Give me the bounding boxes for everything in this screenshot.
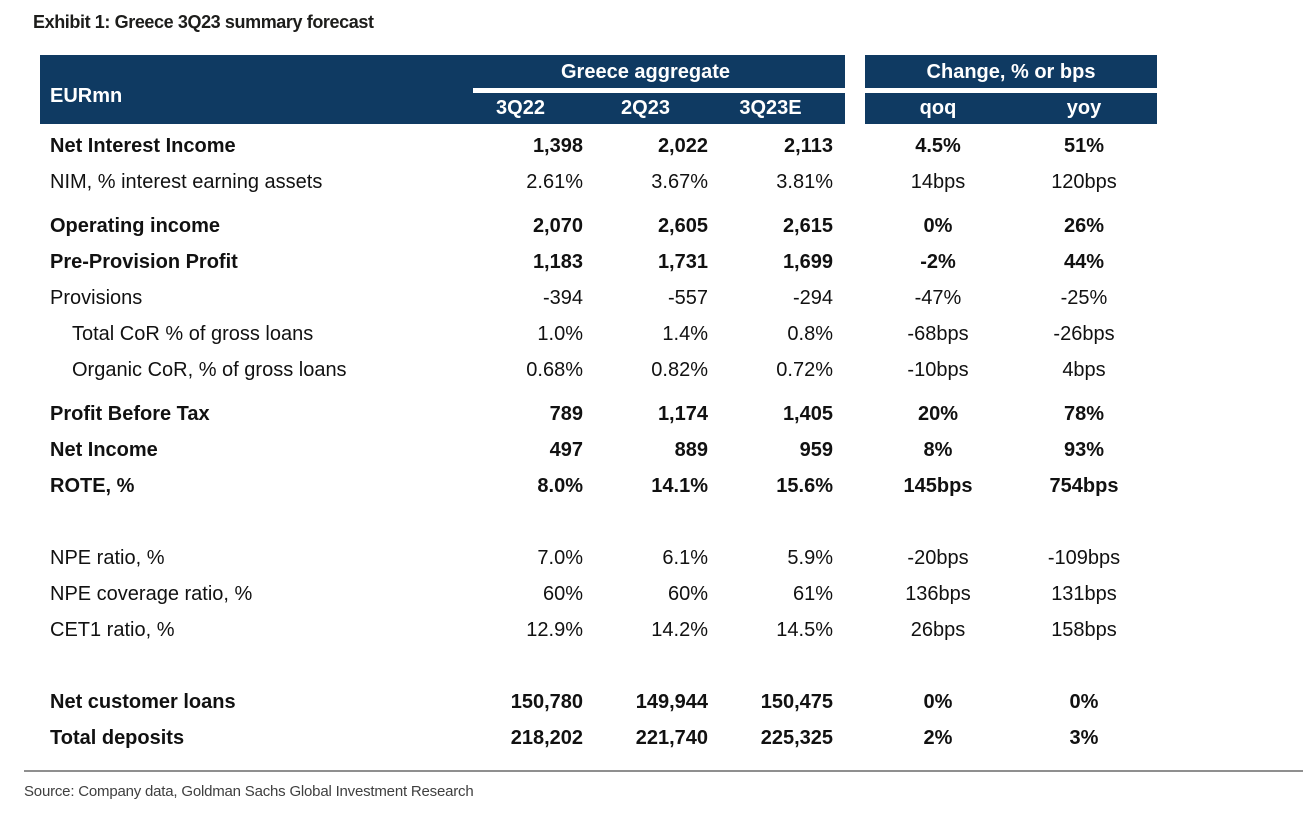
row-label: Organic CoR, % of gross loans	[72, 358, 347, 381]
value-yoy: -26bps	[1053, 322, 1115, 345]
value-yoy: 754bps	[1049, 474, 1119, 497]
table-row	[40, 396, 1157, 432]
value-3q22: 1.0%	[537, 322, 583, 345]
change-subheader-row	[865, 93, 1157, 124]
col-header-qoq: qoq	[919, 97, 957, 119]
value-qoq: 0%	[923, 214, 953, 237]
value-qoq: 14bps	[910, 170, 966, 193]
value-3q22: 497	[549, 438, 583, 461]
table-row	[40, 316, 1157, 352]
value-3q23e: 1,405	[782, 402, 833, 425]
value-2q23: 1,174	[657, 402, 708, 425]
value-3q23e: -294	[792, 286, 833, 309]
value-3q22: 1,398	[532, 134, 583, 157]
value-2q23: 1,731	[657, 250, 708, 273]
value-2q23: 221,740	[635, 726, 708, 749]
table-row	[40, 164, 1157, 200]
table-row	[40, 468, 1157, 504]
table-row	[40, 352, 1157, 388]
value-3q22: 0.68%	[526, 358, 583, 381]
table-row	[40, 576, 1157, 612]
col-header-3q22: 3Q22	[496, 97, 545, 119]
value-3q22: 7.0%	[537, 546, 583, 569]
footer-rule	[24, 770, 1303, 772]
value-yoy: 44%	[1063, 250, 1105, 273]
row-label: Net Income	[50, 438, 158, 461]
value-yoy: 120bps	[1051, 170, 1117, 193]
group-header-change: Change, % or bps	[865, 55, 1157, 88]
value-yoy: 131bps	[1051, 582, 1117, 605]
value-3q23e: 225,325	[760, 726, 833, 749]
table-row	[40, 540, 1157, 576]
value-qoq: 2%	[923, 726, 953, 749]
value-qoq: -47%	[914, 286, 962, 309]
value-3q23e: 5.9%	[787, 546, 833, 569]
row-label: Net Interest Income	[50, 134, 236, 157]
value-3q22: 2,070	[532, 214, 583, 237]
row-label: Profit Before Tax	[50, 402, 210, 425]
value-yoy: 0%	[1069, 690, 1099, 713]
value-yoy: 78%	[1063, 402, 1105, 425]
value-qoq: 4.5%	[915, 134, 961, 157]
value-qoq: 136bps	[905, 582, 971, 605]
group-header-greece-aggregate: Greece aggregate	[561, 61, 730, 83]
value-2q23: 3.67%	[651, 170, 708, 193]
col-header-3q23e: 3Q23E	[739, 97, 802, 119]
value-yoy: 93%	[1063, 438, 1105, 461]
col-header-yoy: yoy	[1066, 97, 1102, 119]
value-3q23e: 61%	[792, 582, 833, 605]
value-qoq: -10bps	[907, 358, 969, 381]
value-2q23: 1.4%	[662, 322, 708, 345]
value-qoq: -2%	[920, 250, 956, 273]
table-row	[40, 280, 1157, 316]
exhibit-title: Exhibit 1: Greece 3Q23 summary forecast	[33, 12, 374, 32]
row-label: Total deposits	[50, 726, 185, 749]
value-yoy: 51%	[1063, 134, 1105, 157]
table-body	[40, 128, 1157, 756]
value-3q23e: 2,113	[784, 134, 833, 157]
row-label: Total CoR % of gross loans	[72, 322, 314, 345]
row-label: NPE coverage ratio, %	[50, 582, 253, 605]
value-3q23e: 959	[799, 438, 833, 461]
value-qoq: 26bps	[910, 618, 966, 641]
value-qoq: 145bps	[903, 474, 973, 497]
value-2q23: -557	[667, 286, 708, 309]
row-label: Provisions	[50, 286, 143, 309]
value-3q22: 8.0%	[537, 474, 583, 497]
table-row	[40, 208, 1157, 244]
row-label: Operating income	[50, 214, 221, 237]
value-3q23e: 14.5%	[776, 618, 833, 641]
row-label: Net customer loans	[50, 690, 236, 713]
value-2q23: 149,944	[635, 690, 708, 713]
value-3q23e: 1,699	[782, 250, 833, 273]
value-3q22: -394	[542, 286, 583, 309]
value-2q23: 0.82%	[651, 358, 708, 381]
unit-label: EURmn	[50, 85, 123, 107]
value-3q22: 2.61%	[526, 170, 583, 193]
value-3q22: 60%	[542, 582, 583, 605]
table-row	[40, 128, 1157, 164]
table-row	[40, 720, 1157, 756]
value-yoy: 3%	[1069, 726, 1099, 749]
value-3q23e: 0.8%	[787, 322, 833, 345]
value-2q23: 14.1%	[651, 474, 708, 497]
value-yoy: -25%	[1060, 286, 1108, 309]
value-qoq: 20%	[917, 402, 959, 425]
value-3q23e: 15.6%	[776, 474, 833, 497]
value-3q22: 789	[549, 402, 583, 425]
value-3q22: 218,202	[510, 726, 583, 749]
value-3q23e: 0.72%	[776, 358, 833, 381]
row-label: NPE ratio, %	[50, 546, 165, 569]
source-note: Source: Company data, Goldman Sachs Global Investment Research	[24, 783, 474, 800]
value-3q23e: 2,615	[782, 214, 833, 237]
value-yoy: -109bps	[1047, 546, 1121, 569]
value-3q22: 1,183	[532, 250, 583, 273]
value-2q23: 6.1%	[662, 546, 708, 569]
value-3q23e: 150,475	[760, 690, 833, 713]
value-3q22: 12.9%	[526, 618, 583, 641]
table-row	[40, 432, 1157, 468]
value-yoy: 4bps	[1062, 358, 1106, 381]
table-row	[40, 684, 1157, 720]
col-header-2q23: 2Q23	[621, 97, 670, 119]
table-header-left	[40, 55, 845, 124]
value-yoy: 158bps	[1051, 618, 1117, 641]
value-2q23: 2,605	[657, 214, 708, 237]
row-label: CET1 ratio, %	[50, 618, 175, 641]
table-row	[40, 612, 1157, 648]
table-header-right	[865, 55, 1157, 124]
row-label: NIM, % interest earning assets	[50, 170, 323, 193]
row-label: Pre-Provision Profit	[50, 250, 238, 273]
value-2q23: 2,022	[657, 134, 708, 157]
value-qoq: 0%	[923, 690, 953, 713]
value-2q23: 889	[674, 438, 708, 461]
table-row	[40, 244, 1157, 280]
value-qoq: -20bps	[907, 546, 969, 569]
value-3q23e: 3.81%	[776, 170, 833, 193]
value-qoq: -68bps	[907, 322, 969, 345]
value-3q22: 150,780	[510, 690, 583, 713]
value-2q23: 14.2%	[651, 618, 708, 641]
value-qoq: 8%	[923, 438, 953, 461]
value-2q23: 60%	[667, 582, 708, 605]
row-label: ROTE, %	[50, 474, 135, 497]
value-yoy: 26%	[1063, 214, 1105, 237]
